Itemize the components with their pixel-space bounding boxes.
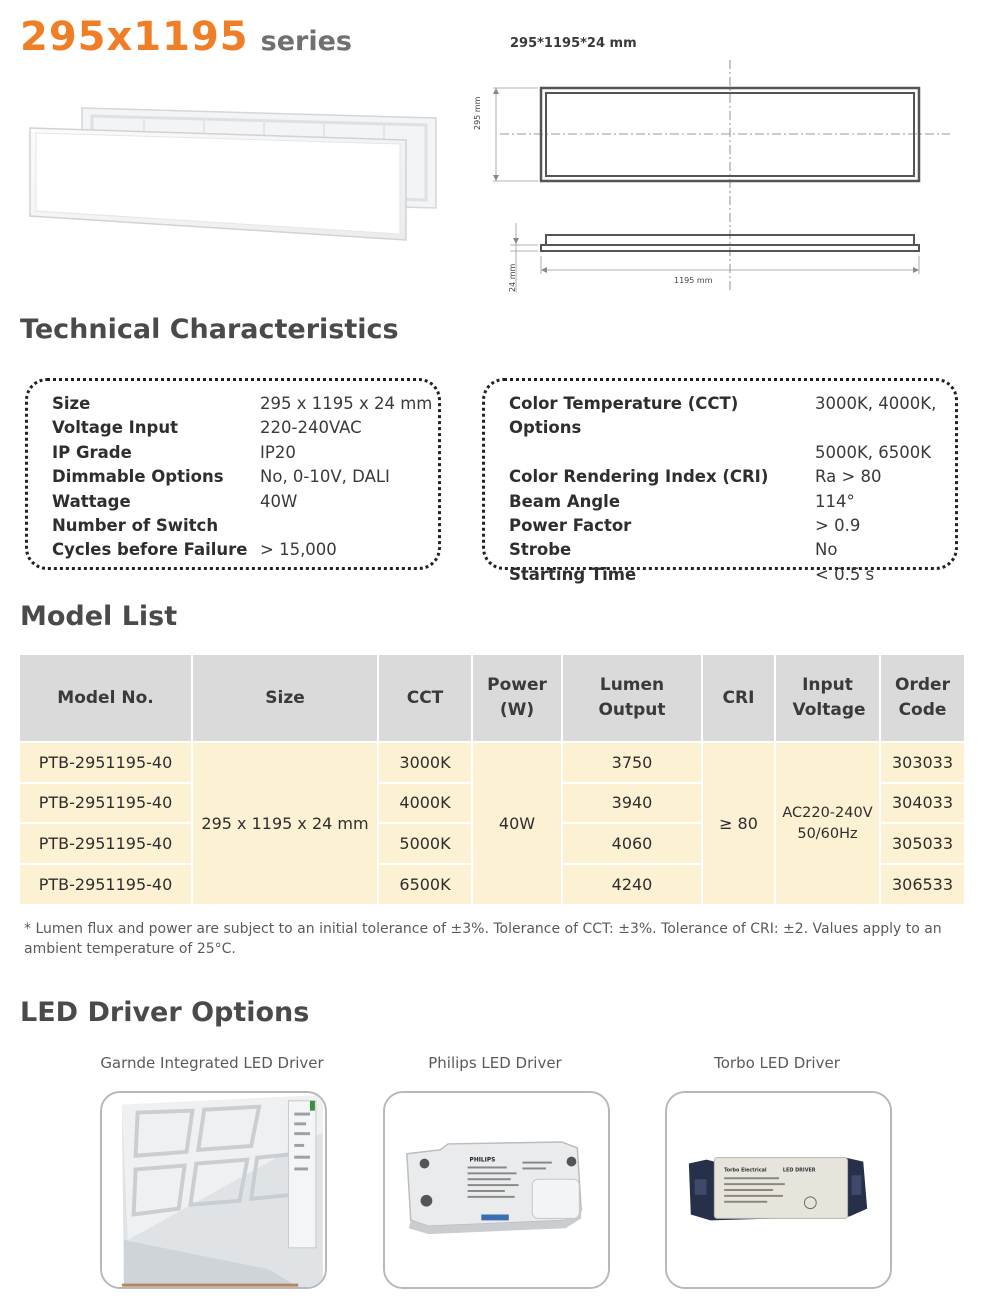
voltage-line-1: AC220-240V [782, 804, 873, 821]
cell-model: PTB-2951195-40 [20, 823, 192, 864]
spec-key: Cycles before Failure [52, 540, 248, 560]
cell-cct: 5000K [378, 823, 472, 864]
spec-row [485, 538, 955, 562]
title-suffix: series [260, 26, 352, 57]
spec-value: IP20 [260, 442, 296, 462]
cell-model: PTB-2951195-40 [20, 742, 192, 783]
spec-key: Wattage [52, 491, 131, 511]
title-number: 295x1195 [20, 14, 249, 60]
spec-value: No, 0-10V, DALI [260, 467, 390, 487]
spec-value: Ra > 80 [815, 467, 882, 487]
cell-cct: 6500K [378, 864, 472, 905]
spec-value: 40W [260, 491, 298, 511]
spec-value: > 0.9 [815, 516, 861, 536]
col-header-order [880, 655, 964, 742]
spec-row [28, 465, 438, 489]
col-header-voltage-text: Input Voltage [792, 675, 866, 720]
driver-label-philips: Philips LED Driver [428, 1054, 562, 1072]
cell-lumen: 3750 [562, 742, 702, 783]
cell-voltage [775, 742, 880, 904]
spec-key: Voltage Input [52, 418, 178, 438]
table-header-row [20, 655, 964, 742]
spec-key: Power Factor [509, 516, 632, 536]
model-list-heading: Model List [20, 601, 178, 632]
spec-row [28, 441, 438, 465]
dimension-caption: 295*1195*24 mm [510, 36, 637, 51]
col-header-lumen-text: Lumen Output [598, 675, 666, 720]
spec-value: 114° [815, 491, 855, 511]
col-header-voltage [775, 655, 880, 742]
philips-driver-image [385, 1093, 608, 1287]
voltage-line-2: 50/60Hz [797, 825, 858, 842]
spec-key: Starting Time [509, 564, 637, 584]
col-header-power-text: Power (W) [487, 675, 547, 720]
dim-height-label: 295 mm [473, 96, 482, 130]
spec-key: Color Rendering Index (CRI) [509, 467, 769, 487]
spec-value: No [815, 540, 838, 560]
driver-card-torbo [665, 1091, 892, 1289]
col-header-order-text: Order Code [895, 675, 950, 720]
cell-cri: ≥ 80 [702, 742, 775, 904]
torbo-driver-image [667, 1093, 890, 1287]
col-header-lumen [562, 655, 702, 742]
spec-value [260, 514, 438, 538]
col-header-size: Size [192, 655, 378, 742]
spec-row [28, 514, 438, 538]
spec-row [485, 441, 955, 465]
cell-lumen: 4060 [562, 823, 702, 864]
driver-label-garnde: Garnde Integrated LED Driver [100, 1054, 324, 1072]
cell-order-code: 305033 [880, 823, 964, 864]
spec-value: < 0.5 s [815, 564, 875, 584]
dimension-drawing [480, 30, 960, 300]
spec-row [485, 563, 955, 587]
cell-model: PTB-2951195-40 [20, 864, 192, 905]
spec-value: 5000K, 6500K [815, 442, 932, 462]
torbo-brand-text: Torbo Electrical [724, 1167, 767, 1174]
spec-key [485, 441, 815, 465]
spec-key: Color Temperature (CCT) Options [509, 394, 739, 438]
spec-row [28, 538, 438, 562]
page-title [20, 14, 352, 60]
spec-value: > 15,000 [260, 540, 337, 560]
panel-product-image [24, 100, 444, 245]
philips-brand-text: PHILIPS [469, 1157, 496, 1164]
driver-card-philips [383, 1091, 610, 1289]
col-header-model: Model No. [20, 655, 192, 742]
spec-key: Size [52, 394, 91, 413]
model-table [20, 655, 964, 904]
spec-row [485, 514, 955, 538]
spec-key: IP Grade [52, 442, 132, 462]
spec-key: Beam Angle [509, 491, 621, 511]
spec-value: 295 x 1195 x 24 mm [260, 394, 433, 413]
dim-depth-label: 24 mm [508, 263, 517, 292]
spec-row [28, 490, 438, 514]
cell-cct: 3000K [378, 742, 472, 783]
cell-lumen: 4240 [562, 864, 702, 905]
cell-power: 40W [472, 742, 562, 904]
tolerance-footnote: * Lumen flux and power are subject to an initial tolerance of ±3%. Tolerance of CCT: ±3%. Tolerance of CRI: ±2. Values apply to an ambient temperature of 25°C. [24, 921, 942, 957]
driver-heading: LED Driver Options [20, 997, 310, 1028]
spec-row [28, 416, 438, 440]
driver-label-torbo: Torbo LED Driver [714, 1054, 840, 1072]
table-row [20, 742, 964, 783]
spec-row [485, 490, 955, 514]
cell-size: 295 x 1195 x 24 mm [192, 742, 378, 904]
integrated-driver-image [102, 1093, 325, 1287]
spec-value: 3000K, 4000K, [815, 394, 937, 413]
dim-length-label: 1195 mm [674, 276, 713, 285]
cell-model: PTB-2951195-40 [20, 783, 192, 824]
cell-order-code: 304033 [880, 783, 964, 824]
spec-key: Strobe [509, 540, 572, 560]
spec-row [28, 392, 438, 416]
spec-key: Dimmable Options [52, 467, 224, 487]
col-header-cct: CCT [378, 655, 472, 742]
driver-card-garnde [100, 1091, 327, 1289]
spec-key: Number of Switch [52, 516, 219, 536]
spec-box-left [25, 378, 441, 570]
col-header-cri: CRI [702, 655, 775, 742]
cell-order-code: 303033 [880, 742, 964, 783]
torbo-type-text: LED DRIVER [782, 1167, 816, 1174]
spec-value: 220-240VAC [260, 418, 362, 438]
cell-cct: 4000K [378, 783, 472, 824]
tech-heading: Technical Characteristics [20, 314, 399, 345]
cell-lumen: 3940 [562, 783, 702, 824]
cell-order-code: 306533 [880, 864, 964, 905]
col-header-power [472, 655, 562, 742]
spec-row [485, 465, 955, 489]
spec-box-right [482, 378, 958, 584]
spec-row [485, 392, 955, 441]
